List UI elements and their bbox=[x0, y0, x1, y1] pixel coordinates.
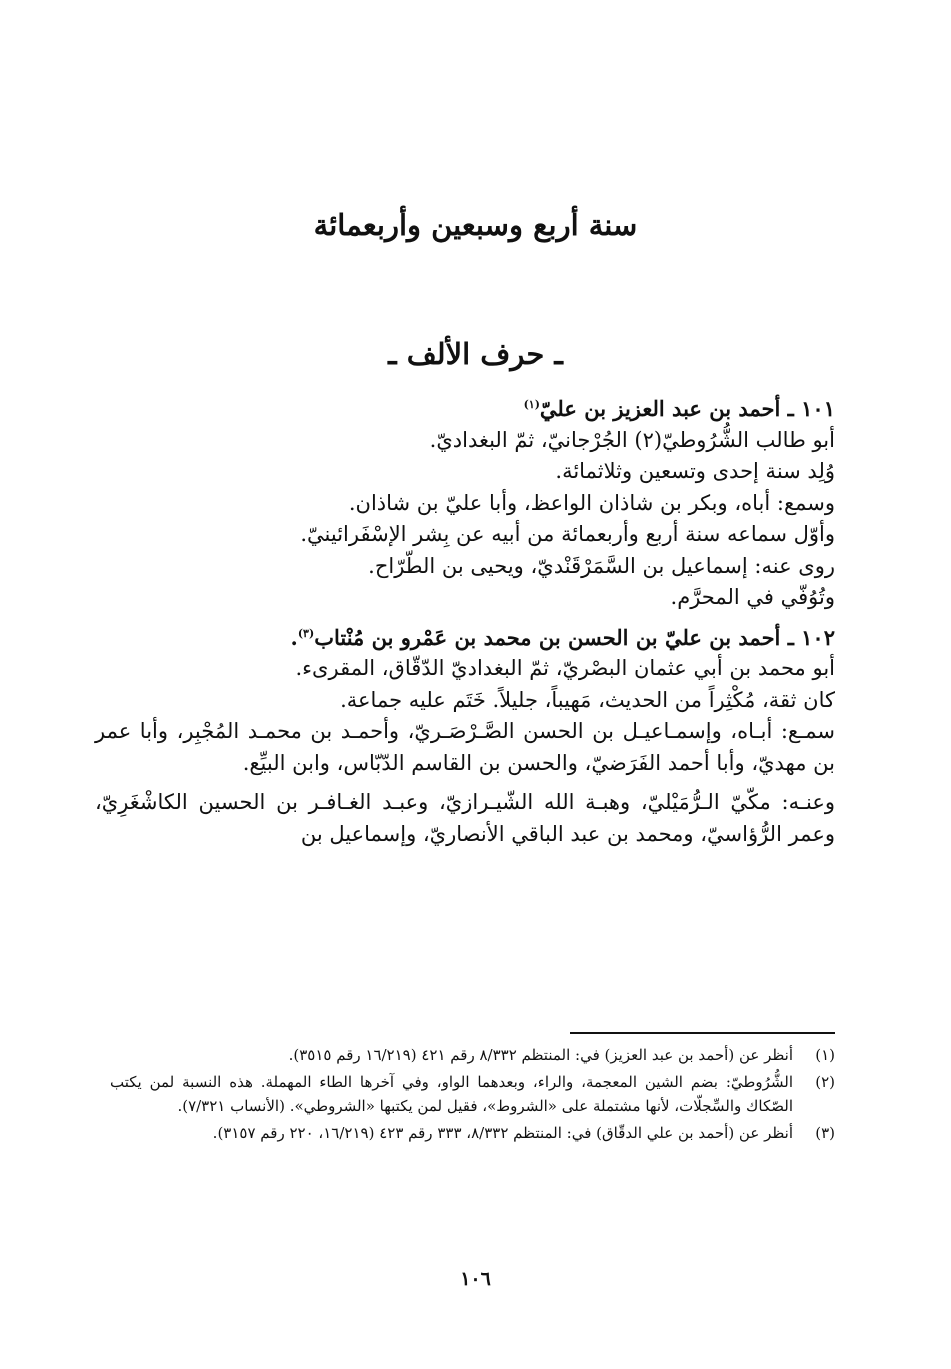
entry-heading-text: ١٠١ ـ أحمد بن عبد العزيز بن عليّ bbox=[539, 396, 835, 421]
entry-heading-text: ١٠٢ ـ أحمد بن عليّ بن الحسن بن محمد بن عَمْرو بن مُنْتاب bbox=[314, 624, 835, 650]
footnotes bbox=[110, 1044, 835, 1149]
page-title: سنة أربع وسبعين وأربعمائة bbox=[313, 208, 638, 242]
entry-heading-tail: . bbox=[290, 624, 298, 650]
footnote-text: الشُّرُوطيّ: بضم الشين المعجمة، والراء، وبعدهما الواو، وفي آخرها الطاء المهملة. هذه النسبة لمن يكتب الصّكاك والسِّجلّات، لأنها مشتملة على «الشروط»، فقيل لمن يكتبها «الشروطي». (الأنساب ٧/٣٢١). bbox=[110, 1073, 793, 1115]
entry-line: وُلِد سنة إحدى وتسعين وثلاثمائة. bbox=[555, 459, 835, 483]
footnote-number: (٢) bbox=[815, 1073, 835, 1092]
footnote-divider bbox=[570, 1032, 835, 1034]
entry-line: أبو محمد بن أبي عثمان البصْريّ، ثمّ البغداديّ الدّقّاق، المقرىء. bbox=[295, 656, 835, 680]
entry-paragraph: وعنـه: مكّيّ الـرُّمَيْليّ، وهبـة الله الشّيـرازيّ، وعبـد الغـافـر بن الحسين الكاشْغَرِيّ، وعمر الرُّؤاسيّ، ومحمد بن عبد الباقي الأنصاريّ، وإسماعيل بن bbox=[95, 790, 835, 846]
footnote-ref: (٣) bbox=[297, 626, 315, 640]
main-text bbox=[95, 393, 835, 850]
footnote bbox=[110, 1044, 835, 1067]
footnote-ref: (١) bbox=[523, 398, 540, 411]
page-number: ١٠٦ bbox=[460, 1268, 491, 1290]
entry-paragraph: سمـع: أبـاه، وإسمـاعيـل بن الحسن الصَّـرْصَـريّ، وأحمـد بن محمـد المُجْبِر، وأبا عمر بن مهديّ، وأبا أحمد الفَرَضيّ، والحسن بن القاسم الدّبّاس، وابن البيِّع. bbox=[95, 719, 835, 775]
entry-line: وسمع: أباه، وبكر بن شاذان الواعظ، وأبا عليّ بن شاذان. bbox=[348, 490, 835, 515]
footnote-text: أنظر عن (أحمد بن عبد العزيز) في: المنتظم ٨/٣٣٢ رقم ٤٢١ (١٦/٢١٩ رقم ٣٥١٥). bbox=[288, 1046, 793, 1064]
entry-line: أبو طالب الشُّرُوطيّ(٢) الجُرْجانيّ، ثمّ البغداديّ. bbox=[429, 427, 835, 452]
entry-heading bbox=[95, 393, 835, 425]
entry-line: وتُوُفّي في المحرَّم. bbox=[670, 585, 835, 609]
footnote bbox=[110, 1122, 835, 1145]
footnote-text: أنظر عن (أحمد بن علي الدقّاق) في: المنتظم ٨/٣٣٢، ٣٣٣ رقم ٤٢٣ (١٦/٢١٩، ٢٢٠ رقم ٣١٥٧). bbox=[212, 1123, 793, 1142]
section-heading: ـ حرف الألف ـ bbox=[388, 337, 563, 371]
entry-line: كان ثقة، مُكْثِراً من الحديث، مَهيباً، جليلاً. خَتَم عليه جماعة. bbox=[340, 687, 835, 712]
entry-line: روى عنه: إسماعيل بن السَّمَرْقَنْديّ، ويحيى بن الطّرّاح. bbox=[368, 553, 835, 578]
entry-line: وأوّل سماعه سنة أربع وأربعمائة من أبيه عن بِشر الإسْفَرائينيّ. bbox=[300, 522, 835, 546]
footnote-number: (٣) bbox=[815, 1123, 835, 1142]
entry-heading bbox=[95, 622, 835, 654]
footnote bbox=[110, 1071, 835, 1118]
footnote-number: (١) bbox=[815, 1046, 835, 1064]
